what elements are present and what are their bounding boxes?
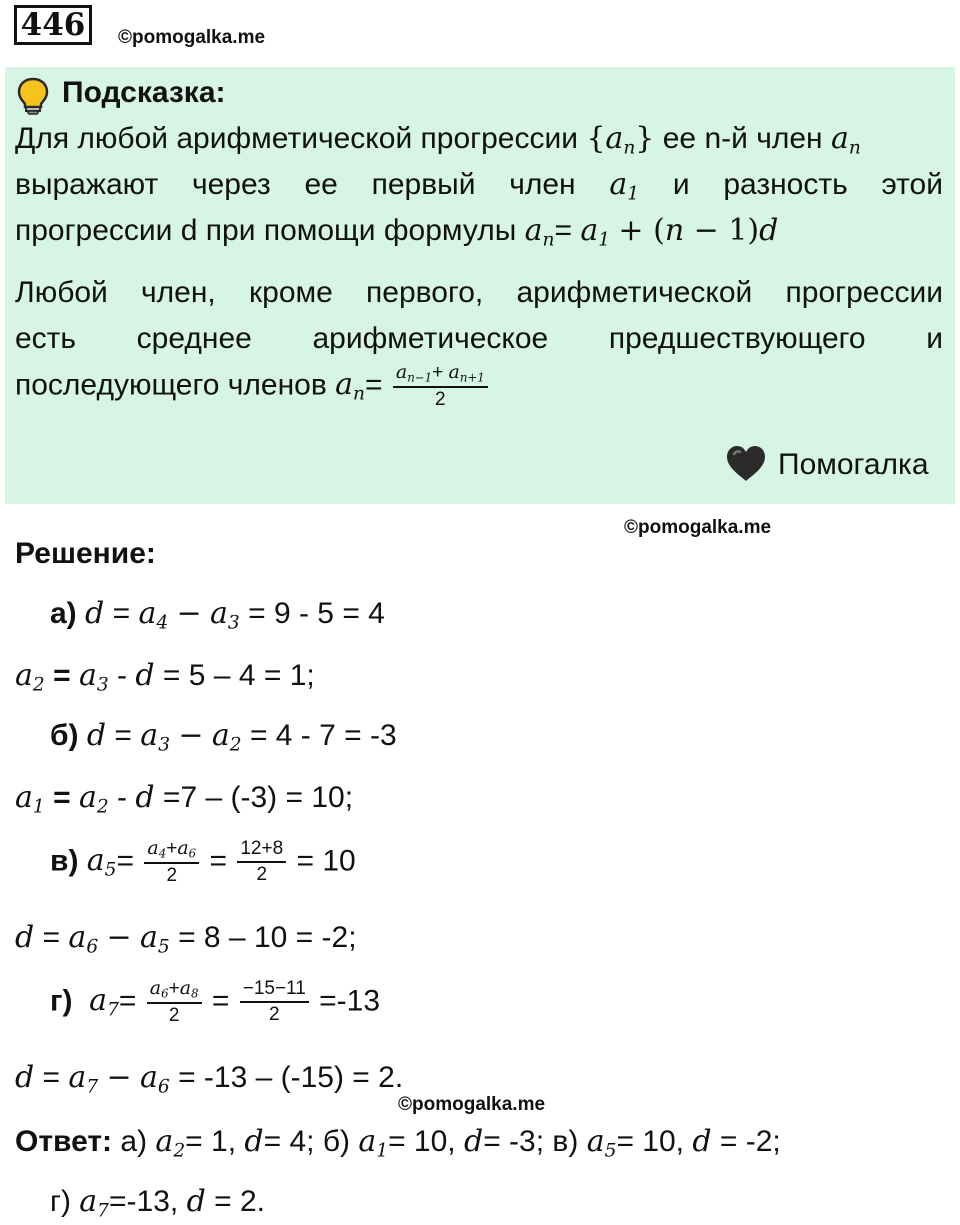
- heart-icon: [724, 444, 768, 484]
- g-fraction-2: $\frac{-15-11}{2}$: [240, 979, 309, 1027]
- watermark-bottom: ©pomogalka.me: [398, 1094, 546, 1115]
- exercise-number: 446: [14, 5, 92, 45]
- solution-g-line2: $d = a_7 - a_6 = -13 - (-15) = 2$.: [15, 1060, 404, 1098]
- answer-line2: г) $a_7=-13$, d = 2.: [50, 1184, 266, 1222]
- hint-para1-line3: прогрессии d при помощи формулы $a_n= a_1 + (n - 1)d$: [15, 213, 779, 251]
- hint-para2-line3: последующего членов $a_n=$ $\frac{a_{n-1}+ a_{n+1}}{2}$: [15, 362, 943, 411]
- solution-a-line2: $a_2 = a_3 - d = 5 - 4 = 1$;: [15, 658, 315, 696]
- mean-fraction: $\frac{a_{n-1}+ a_{n+1}}{2}$: [393, 362, 488, 411]
- solution-g-line1: г) $a_7=$ $\frac{a_6+a_8}{2}$ = $\frac{-15-11}{2}$ =-13: [50, 977, 381, 1026]
- watermark-top: ©pomogalka.me: [118, 27, 266, 48]
- v-fraction-1: $\frac{a_4+a_6}{2}$: [144, 838, 199, 887]
- solution-b-line1: б) $d = a_3 - a_2 = 4 - 7 = -3$: [50, 718, 397, 756]
- solution-b-line2: $a_1 = a_2 - d =7 - (-3) = 10$;: [15, 780, 354, 818]
- answer-line1: Ответ: а) $a_2= 1$, d= 4; б) $a_1= 10$, d= -3; в) $a_5= 10$, d = -2;: [15, 1124, 781, 1162]
- solution-title: Решение:: [15, 537, 156, 570]
- solution-a-line1: а) $d = a_4 - a_3 = 9 - 5 = 4$: [50, 596, 385, 634]
- solution-v-line1: в) $a_5=$ $\frac{a_4+a_6}{2}$ = $\frac{12+8}{2}$ = 10: [50, 837, 356, 886]
- brand-name: Помогалка: [778, 448, 929, 481]
- hint-title: Подсказка:: [62, 76, 226, 109]
- lightbulb-icon: [15, 76, 51, 116]
- hint-para1-line1: Для любой арифметической прогрессии $\{a_n\}$ ее n-й член $a_n$: [15, 121, 861, 159]
- solution-v-line2: $d = a_6 - a_5 = 8 - 10 = -2$;: [15, 920, 357, 958]
- hint-para1-line2: выражают через ее первый член $a_1$ и разность этой: [15, 167, 943, 205]
- g-fraction-1: $\frac{a_6+a_8}{2}$: [147, 978, 202, 1027]
- hint-para2-line2: есть среднее арифметическое предшествующего и: [15, 322, 943, 355]
- v-fraction-2: $\frac{12+8}{2}$: [237, 839, 286, 887]
- hint-para2-line1: Любой член, кроме первого, арифметической прогрессии: [15, 276, 943, 309]
- watermark-mid: ©pomogalka.me: [624, 517, 772, 538]
